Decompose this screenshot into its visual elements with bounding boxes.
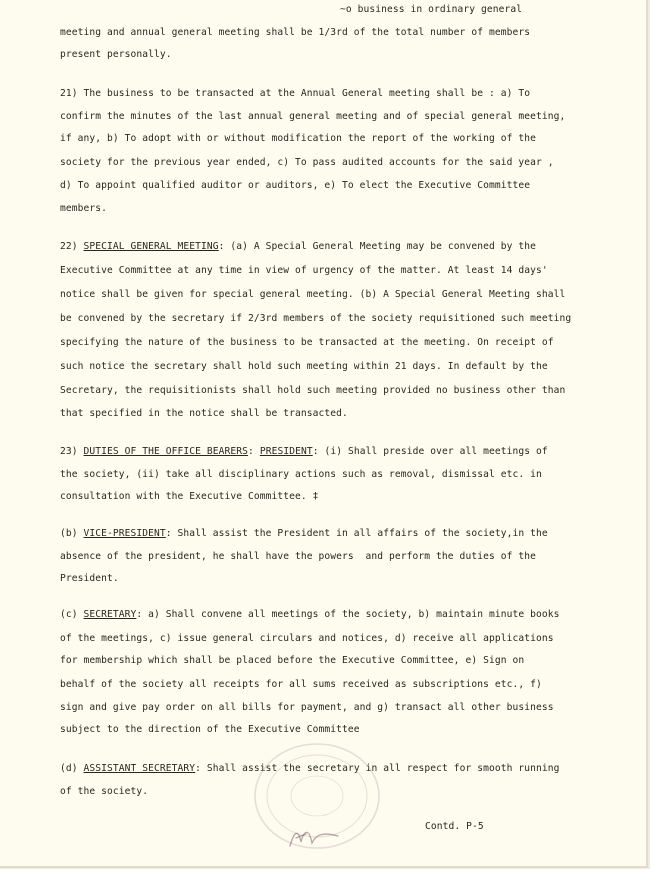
text-line: [425, 821, 484, 833]
section-heading: SECRETARY: [83, 609, 137, 620]
section-heading: PRESIDENT: [259, 446, 313, 457]
text-line: [60, 265, 548, 277]
text-line: [60, 573, 119, 585]
text-run: sign and give pay order on all bills for payment, and g) transact all other business: [60, 702, 554, 713]
text-run: meeting and annual general meeting shall be 1/3rd of the total number of members: [60, 27, 531, 38]
text-run: for membership which shall be placed before the Executive Committee, e) Sign on: [60, 655, 525, 666]
text-run: such notice the secretary shall hold such meeting within 21 days. In default by the: [60, 361, 548, 372]
text-run: :: [248, 446, 260, 457]
section-heading: ASSISTANT SECRETARY: [83, 763, 196, 774]
text-run: : (i) Shall preside over all meetings of: [312, 446, 548, 457]
section-heading: SPECIAL GENERAL MEETING: [83, 241, 219, 252]
text-run: 22): [60, 241, 84, 252]
text-run: : Shall assist the secretary in all respect for smooth running: [195, 763, 560, 774]
text-run: society for the previous year ended, c) To pass audited accounts for the said year ,: [60, 157, 554, 168]
text-line: [60, 786, 148, 798]
text-line: [60, 180, 530, 192]
text-run: subject to the direction of the Executive Committee: [60, 724, 360, 735]
text-line: [60, 491, 319, 503]
text-run: Secretary, the requisitionists shall hold such meeting provided no business other than: [60, 385, 566, 396]
text-line: [60, 724, 360, 736]
text-line: [60, 361, 548, 373]
text-run: : a) Shall convene all meetings of the society, b) maintain minute books: [136, 609, 560, 620]
text-line: [60, 702, 554, 714]
text-line: [60, 469, 542, 481]
text-line: [60, 337, 554, 349]
text-run: ~o business in ordinary general: [340, 4, 523, 15]
text-line: [60, 241, 536, 253]
text-run: d) To appoint qualified auditor or auditors, e) To elect the Executive Committee: [60, 180, 531, 191]
text-run: (b): [60, 528, 84, 539]
text-line: [60, 446, 548, 458]
text-line: [60, 289, 565, 301]
section-heading: VICE-PRESIDENT: [83, 528, 166, 539]
text-run: be convened by the secretary if 2/3rd members of the society requisitioned such meeting: [60, 313, 572, 324]
text-line: [60, 203, 107, 215]
text-run: : Shall assist the President in all affairs of the society,in the: [165, 528, 548, 539]
text-run: Contd. P-5: [425, 821, 484, 832]
text-line: [60, 385, 565, 397]
text-run: notice shall be given for special general meeting. (b) A Special General Meeting shall: [60, 289, 566, 300]
text-line: [60, 633, 554, 645]
text-run: the society, (ii) take all disciplinary actions such as removal, dismissal etc. in: [60, 469, 542, 480]
text-run: behalf of the society all receipts for all sums received as subscriptions etc., f): [60, 679, 542, 690]
text-run: confirm the minutes of the last annual general meeting and of special general meeting,: [60, 111, 566, 122]
text-line: [60, 157, 554, 169]
text-run: consultation with the Executive Committee. ‡: [60, 491, 319, 502]
text-run: of the society.: [60, 786, 149, 797]
text-line: [60, 313, 571, 325]
text-run: specifying the nature of the business to be transacted at the meeting. On receipt of: [60, 337, 554, 348]
text-line: [60, 88, 530, 100]
text-run: Executive Committee at any time in view of urgency of the matter. At least 14 days': [60, 265, 548, 276]
text-run: President.: [60, 573, 119, 584]
text-line: [60, 528, 548, 540]
text-run: : (a) A Special General Meeting may be convened by the: [218, 241, 536, 252]
text-line: [60, 133, 536, 145]
text-line: [340, 4, 522, 16]
text-line: [60, 551, 536, 563]
text-run: if any, b) To adopt with or without modification the report of the working of the: [60, 133, 536, 144]
text-line: [60, 49, 172, 61]
text-run: members.: [60, 203, 108, 214]
text-line: [60, 679, 542, 691]
text-run: (d): [60, 763, 84, 774]
text-run: 23): [60, 446, 84, 457]
text-line: [60, 655, 524, 667]
text-line: [60, 27, 530, 39]
section-heading: DUTIES OF THE OFFICE BEARERS: [83, 446, 249, 457]
text-line: [60, 408, 348, 420]
faded-stamp-seal: [246, 740, 388, 858]
text-run: (c): [60, 609, 84, 620]
text-line: [60, 609, 559, 621]
text-run: present personally.: [60, 49, 172, 60]
text-run: of the meetings, c) issue general circulars and notices, d) receive all applications: [60, 633, 554, 644]
text-run: 21) The business to be transacted at the Annual General meeting shall be : a) To: [60, 88, 531, 99]
text-run: that specified in the notice shall be transacted.: [60, 408, 348, 419]
text-line: [60, 111, 565, 123]
text-run: absence of the president, he shall have the powers and perform the duties of the: [60, 551, 536, 562]
